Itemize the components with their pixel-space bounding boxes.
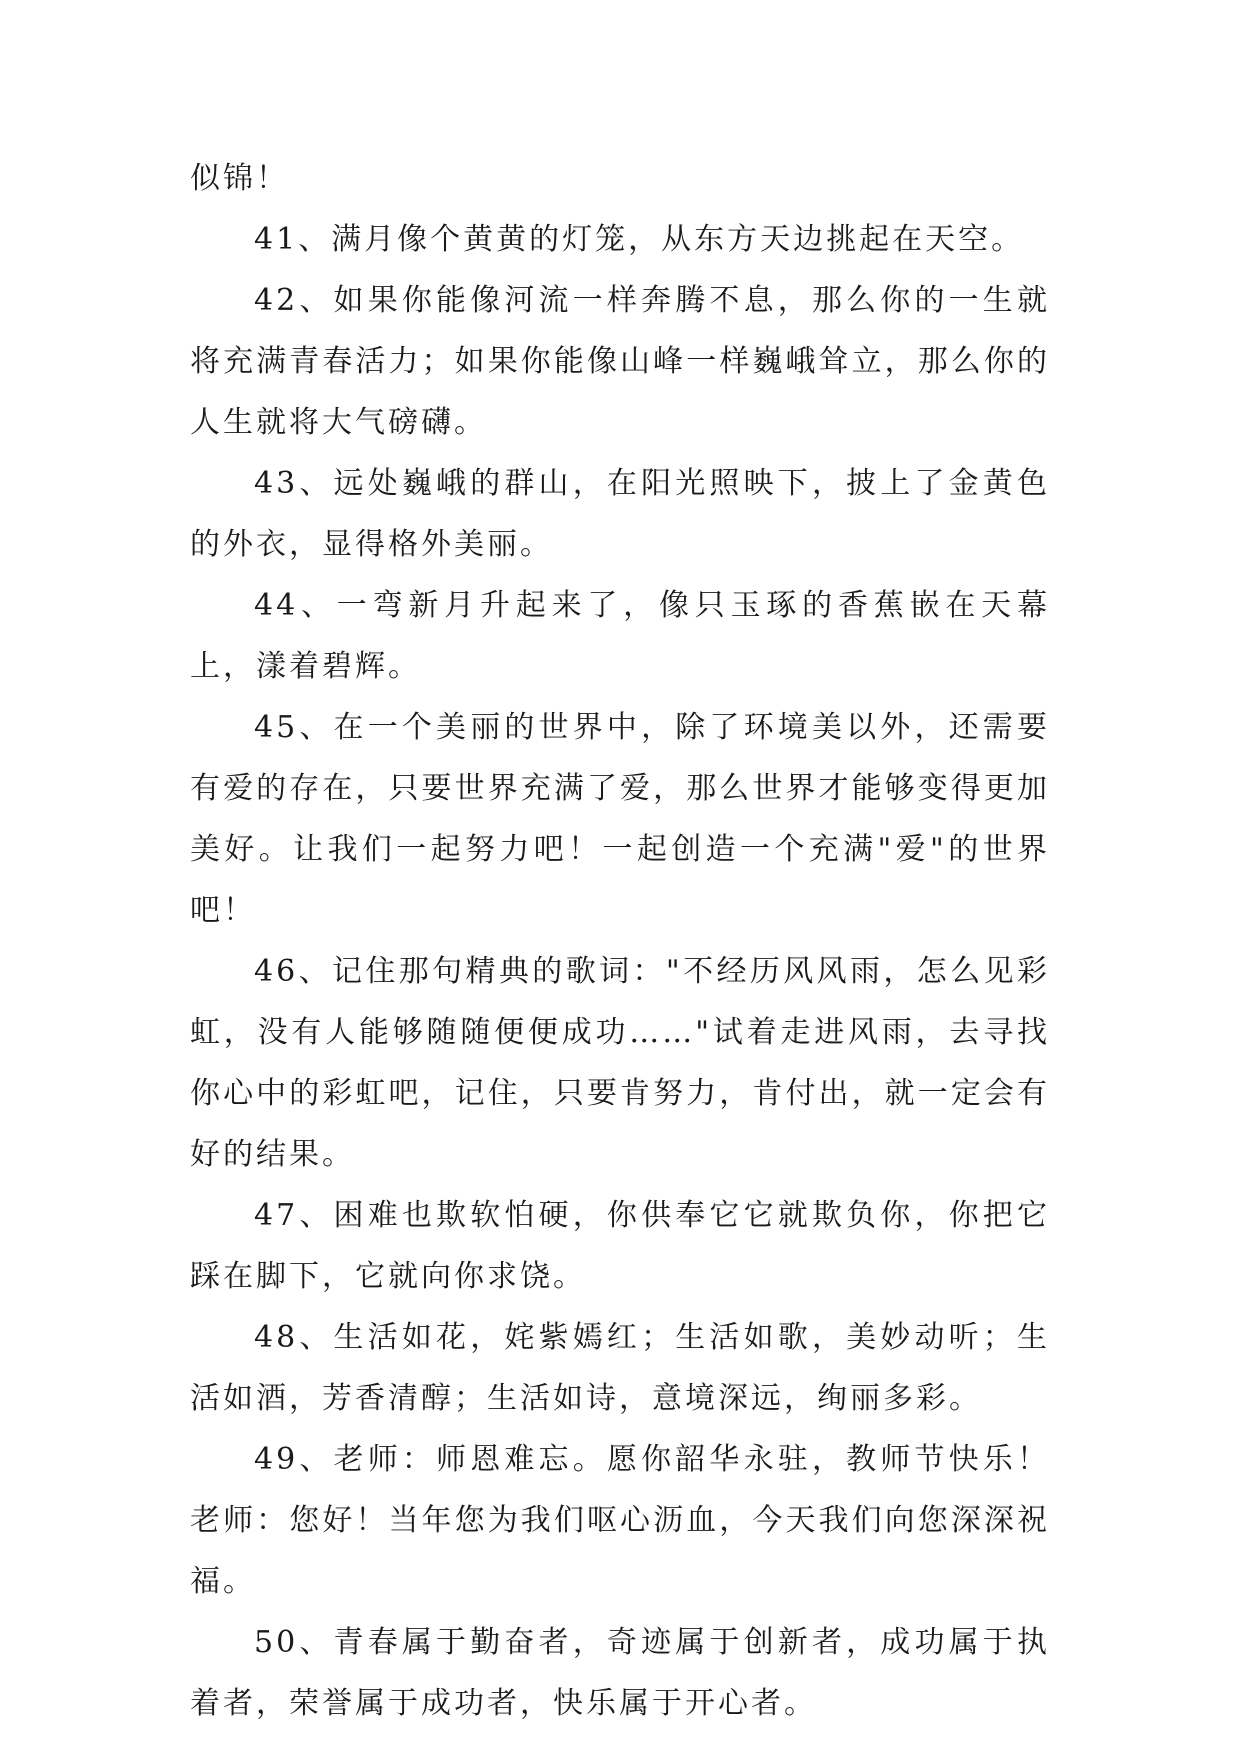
- paragraph-47: 47、困难也欺软怕硬，你供奉它它就欺负你，你把它踩在脚下，它就向你求饶。: [190, 1198, 1050, 1294]
- paragraph-43: 43、远处巍峨的群山，在阳光照映下，披上了金黄色的外衣，显得格外美丽。: [190, 466, 1050, 562]
- paragraph-49: 49、老师：师恩难忘。愿你韶华永驻，教师节快乐！老师：您好！当年您为我们呕心沥血，今天我们向您深深祝福。: [190, 1442, 1050, 1599]
- paragraph-42: 42、如果你能像河流一样奔腾不息，那么你的一生就将充满青春活力；如果你能像山峰一样巍峨耸立，那么你的人生就将大气磅礴。: [190, 283, 1050, 440]
- document-page: [190, 148, 1050, 1734]
- paragraph-continuation: 似锦！: [190, 161, 289, 196]
- paragraph-41: 41、满月像个黄黄的灯笼，从东方天边挑起在天空。: [254, 222, 1025, 257]
- paragraph-50: 50、青春属于勤奋者，奇迹属于创新者，成功属于执着者，荣誉属于成功者，快乐属于开心者。: [190, 1625, 1050, 1721]
- paragraph-46: 46、记住那句精典的歌词："不经历风风雨，怎么见彩虹，没有人能够随随便便成功……"试着走进风雨，去寻找你心中的彩虹吧，记住，只要肯努力，肯付出，就一定会有好的结果。: [190, 954, 1050, 1172]
- paragraph-48: 48、生活如花，姹紫嫣红；生活如歌，美妙动听；生活如酒，芳香清醇；生活如诗，意境深远，绚丽多彩。: [190, 1320, 1050, 1416]
- paragraph-45: 45、在一个美丽的世界中，除了环境美以外，还需要有爱的存在，只要世界充满了爱，那么世界才能够变得更加美好。让我们一起努力吧！一起创造一个充满"爱"的世界吧！: [190, 710, 1050, 928]
- paragraph-44: 44、一弯新月升起来了，像只玉琢的香蕉嵌在天幕上，漾着碧辉。: [190, 588, 1050, 684]
